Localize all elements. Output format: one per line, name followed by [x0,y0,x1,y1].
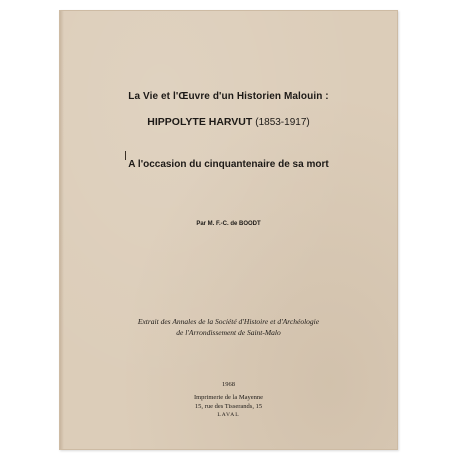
author-line: Par M. F.-C. de BOODT [196,221,261,227]
printer-address: 15, rue des Tisserands, 15 [194,403,263,410]
extract-line-1: Extrait des Annales de la Société d'Histoire et d'Archéologie [137,317,320,326]
subject-name: HIPPOLYTE HARVUT [147,116,253,128]
publication-year: 1968 [222,381,235,388]
extract-line-2: de l'Arrondissement de Saint-Malo [176,328,281,337]
subject-years: (1853-1917) [255,117,310,128]
printer-city: LAVAL [217,412,240,418]
booklet-cover [59,10,398,450]
title-line [60,116,397,128]
occasion-line: A l'occasion du cinquantenaire de sa mort [128,159,329,170]
printer-name: Imprimerie de la Mayenne [193,394,264,401]
subtitle-line: La Vie et l'Œuvre d'un Historien Malouin : [128,91,329,102]
